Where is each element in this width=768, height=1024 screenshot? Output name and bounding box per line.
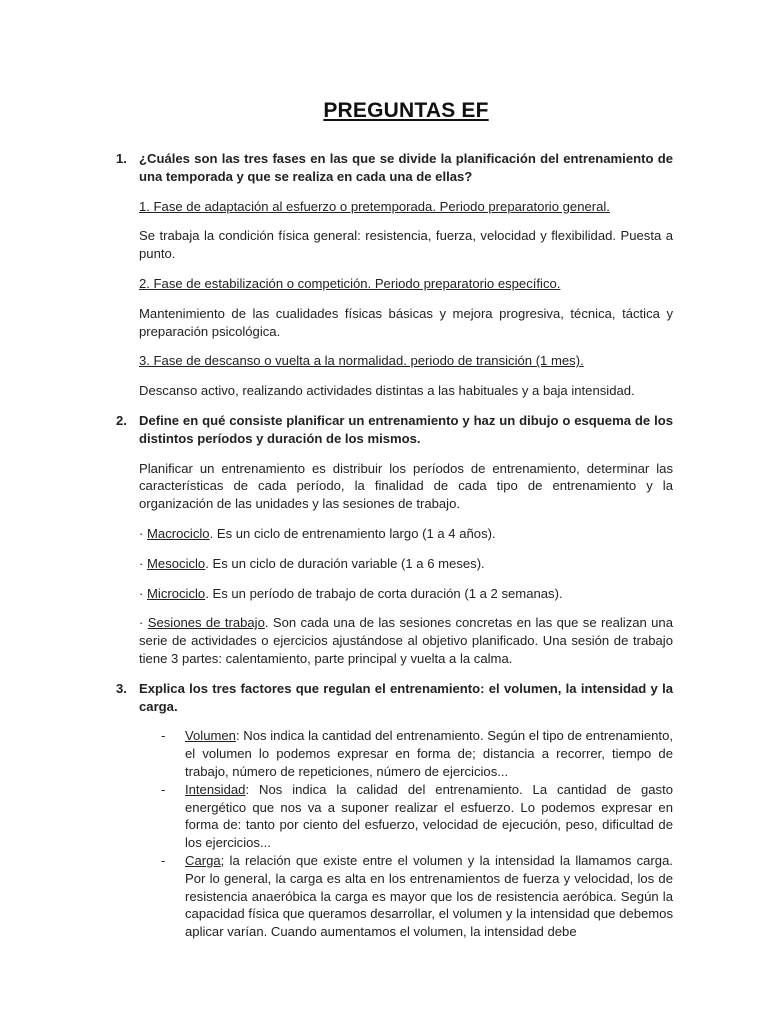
question-number: 2. [116, 412, 127, 428]
term: Macrociclo [147, 525, 210, 541]
definition: ; la relación que existe entre el volumen y la intensidad la llamamos carga. Por lo general, la carga es alta en los entrenamientos de fuerza y velocidad, los de resistencia anaeróbica la carga es mayor que los de resistencia aeróbica. Según la capacidad física que queramos desarrollar, el volumen y la intensidad que debemos aplicar varían. Cuando aumentamos el volumen, la intensidad debe [185, 852, 673, 940]
question-text: ¿Cuáles son las tres fases en las que se divide la planificación del entrenamiento de una temporada y que se realiza en cada una de ellas? [139, 151, 673, 184]
list-item-volumen [161, 727, 673, 780]
phase-1-title: 1. Fase de adaptación al esfuerzo o pretemporada. Periodo preparatorio general. [139, 198, 610, 214]
dash-marker: - [161, 728, 166, 744]
term: Sesiones de trabajo [147, 615, 265, 631]
document-body [116, 150, 674, 941]
list-item-carga [161, 852, 673, 941]
term: Volumen [185, 728, 236, 744]
definition: . Es un ciclo de duración variable (1 a 6 meses). [205, 555, 485, 571]
term: Carga [185, 852, 221, 868]
term: Mesociclo [147, 555, 206, 571]
question-2-block [116, 412, 674, 668]
definition: . Son cada una de las sesiones concretas en las que se realizan una serie de actividades o ejercicios ajustándose al objetivo planificado. Una sesión de trabajo tiene 3 partes: calentamiento, parte principal y vuelta a la calma. [139, 615, 674, 666]
list-item-mesociclo [139, 555, 673, 573]
question-text: Explica los tres factores que regulan el entrenamiento: el volumen, la intensidad y la carga. [139, 680, 673, 714]
definition: : Nos indica la calidad del entrenamiento. La cantidad de gasto energético que nos va a suponer realizar el esfuerzo. Lo podemos expresar en forma de: tanto por ciento del esfuerzo, velocidad de ejecución, peso, dificultad de los ejercicios... [185, 781, 673, 851]
dash-marker: - [161, 781, 166, 797]
term: Intensidad [185, 781, 246, 797]
phase-3-text: Descanso activo, realizando actividades distintas a las habituales y a baja intensidad. [139, 383, 635, 399]
phase-2-title: 2. Fase de estabilización o competición. Periodo preparatorio específico. [139, 275, 561, 291]
question-number: 1. [116, 151, 127, 166]
definition: : Nos indica la cantidad del entrenamiento. Según el tipo de entrenamiento, el volumen lo podemos expresar en forma de; distancia a recorrer, tiempo de trabajo, número de repeticiones, número de ejercicios... [185, 728, 673, 779]
list-item-intensidad [161, 781, 673, 852]
phase-1-text: Se trabaja la condición física general: resistencia, fuerza, velocidad y flexibilidad. Puesta a punto. [139, 228, 673, 262]
bullet: · [139, 525, 147, 541]
question-1 [116, 150, 673, 186]
question-2 [116, 412, 673, 448]
list-item-macrociclo [139, 525, 673, 543]
phase-2-text: Mantenimiento de las cualidades físicas básicas y mejora progresiva, técnica, táctica y preparación psicológica. [139, 305, 673, 339]
list-item-sesiones [139, 614, 673, 667]
page-title: PREGUNTAS EF [323, 99, 489, 122]
definition: . Es un período de trabajo de corta duración (1 a 2 semanas). [205, 585, 563, 601]
question-number: 3. [116, 680, 127, 696]
term: Microciclo [147, 585, 206, 601]
question-2-intro: Planificar un entrenamiento es distribuir los períodos de entrenamiento, determinar las características de cada período, la finalidad de cada tipo de entrenamiento y la organización de las unidades y las sesiones de trabajo. [139, 460, 673, 512]
factors-list [139, 727, 673, 941]
question-3-block [116, 680, 673, 941]
bullet: · [139, 615, 148, 631]
phase-3-title: 3. Fase de descanso o vuelta a la normalidad. periodo de transición (1 mes). [139, 353, 584, 369]
bullet: · [139, 585, 147, 601]
dash-marker: - [161, 852, 166, 868]
question-1-block [116, 150, 673, 400]
question-text: Define en qué consiste planificar un entrenamiento y haz un dibujo o esquema de los distintos períodos y duración de los mismos. [139, 412, 673, 446]
bullet: · [139, 555, 147, 571]
definition: . Es un ciclo de entrenamiento largo (1 a 4 años). [209, 525, 496, 541]
question-3 [116, 680, 673, 716]
list-item-microciclo [139, 585, 673, 603]
